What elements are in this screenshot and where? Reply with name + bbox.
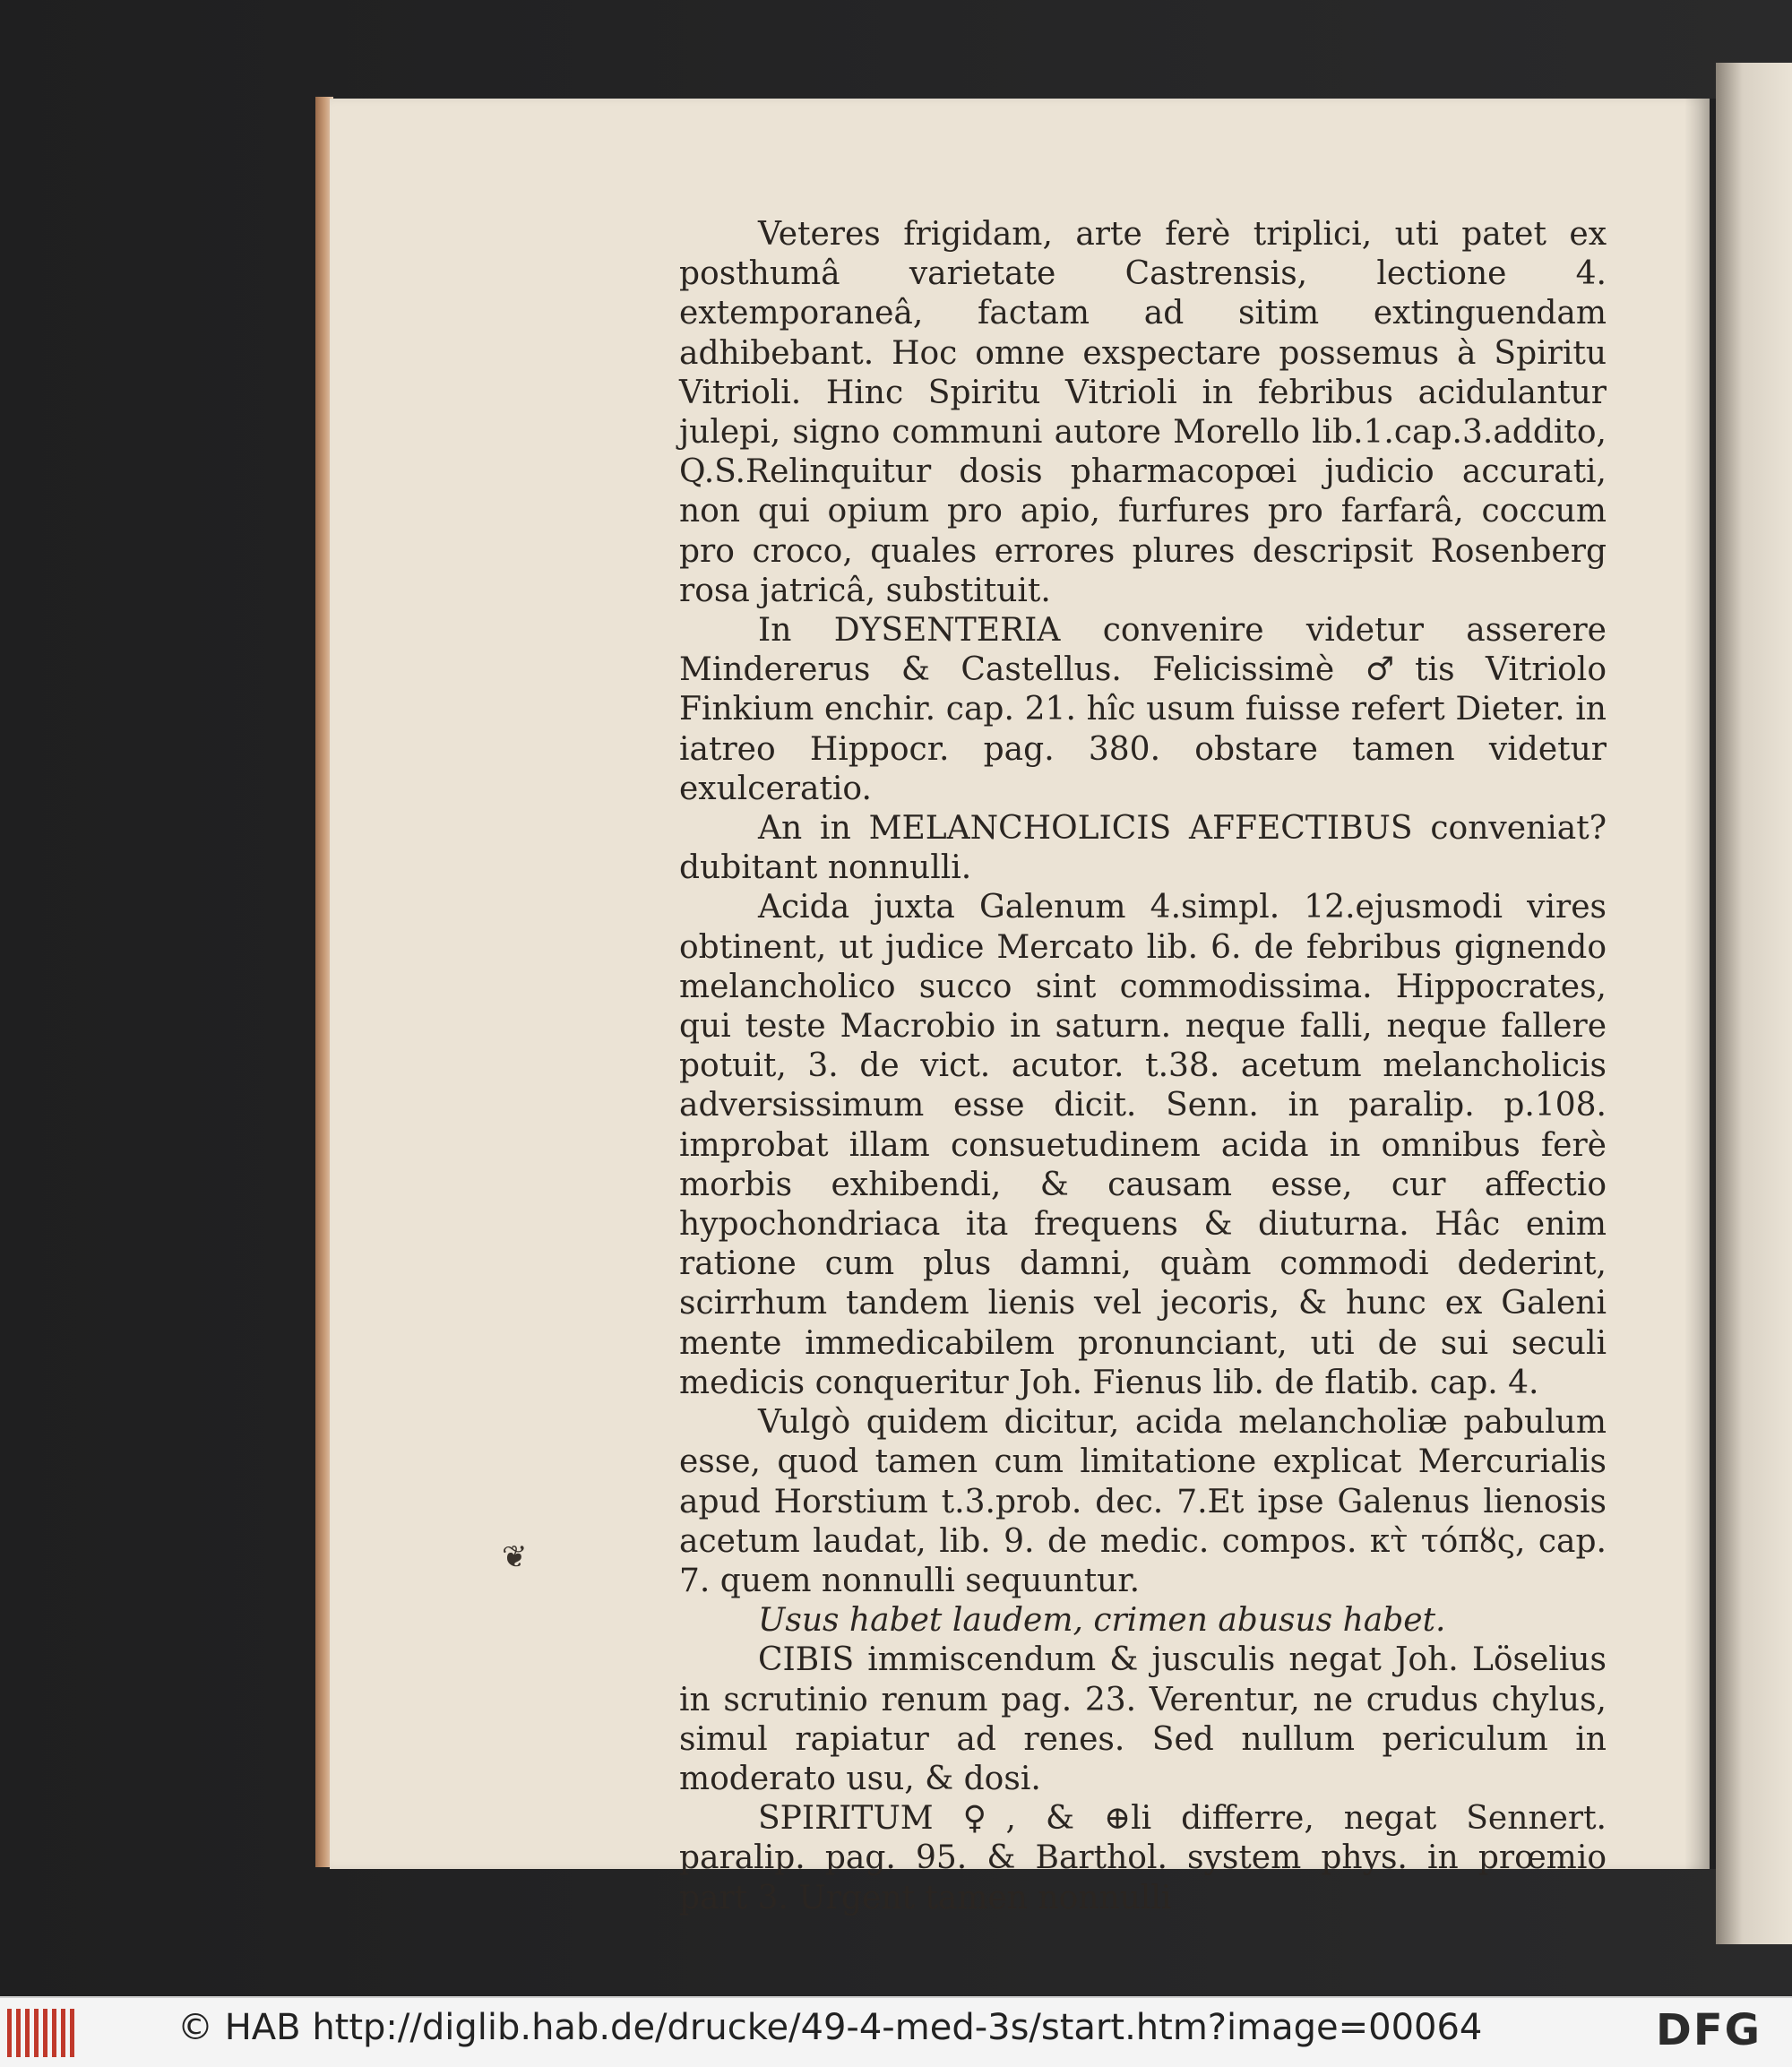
gutter-shadow (1684, 99, 1716, 1869)
page-text-block (679, 215, 1607, 1918)
paragraph: SPIRITUM ♀, & ⊕li differre, negat Sennert. paralip. pag. 95. & Barthol. system phys. in prœmio part 3. Urgent tamen nonnulli (679, 1800, 1607, 1916)
dfg-logo: DFG (1656, 2005, 1762, 2055)
verse-line: Usus habet laudem, crimen abusus habet. (758, 1602, 1446, 1640)
facing-page-edge (1716, 63, 1792, 1944)
paragraph: CIBIS immiscendum & jusculis negat Joh. Löselius in scrutinio renum pag. 23. Verentur, ne crudus chylus, simul rapiatur ad renes. Sed nullum periculum in moderato usu, & dosi. (679, 1641, 1607, 1797)
paragraph: Vulgò quidem dicitur, acida melancholiæ pabulum esse, quod tamen cum limitatione explicat Mercurialis apud Horstium t.3.prob. dec. 7.Et ipse Galenus lienosis acetum laudat, lib. 9. de medic. compos. κτ̀ τόπȣς, cap. 7. quem nonnulli sequuntur. (679, 1404, 1607, 1599)
footer-bar (0, 1996, 1792, 2067)
footer-copyright-link[interactable]: © HAB http://diglib.hab.de/drucke/49-4-med-3s/start.htm?image=00064 (177, 2007, 1483, 2048)
paragraph: Veteres frigidam, arte ferè triplici, uti patet ex posthumâ varietate Castrensis, lectione 4. extemporaneâ, factam ad sitim extinguendam adhibebant. Hoc omne exspectare possemus à Spiritu Vitrioli. Hinc Spiritu Vitrioli in febribus acidulantur julepi, signo communi autore Morello lib.1.cap.3.addito, Q.S.Relinquitur dosis pharmacopœi judicio accurati, non qui opium pro apio, furfures pro farfarâ, coccum pro croco, quales errores plures descripsit Rosenberg rosa jatricâ, substituit. (679, 216, 1607, 609)
paragraph: Acida juxta Galenum 4.simpl. 12.ejusmodi vires obtinent, ut judice Mercato lib. 6. de febribus gignendo melancholico succo sint commodissima. Hippocrates, qui teste Macrobio in saturn. neque falli, neque fallere potuit, 3. de vict. acutor. t.38. acetum melancholicis adversissimum esse dicit. Senn. in paralip. p.108. improbat illam consuetudinem acida in omnibus ferè morbis exhibendi, & causam esse, cur affectio hypochondriaca ita frequens & diuturna. Hâc enim ratione cum plus damni, quàm commodi dederint, scirrhum tandem lienis vel jecoris, & hunc ex Galeni mente immedicabilem pronunciant, uti de sui seculi medicis conqueritur Joh. Fienus lib. de flatib. cap. 4. (679, 889, 1607, 1401)
paragraph: An in MELANCHOLICIS AFFECTIBUS conveniat? dubitant nonnulli. (679, 810, 1607, 887)
printer-ornament-icon: ❦ (502, 1539, 528, 1575)
paragraph: In DYSENTERIA convenire videtur asserere Mindererus & Castellus. Felicissimè ♂tis Vitriolo Finkium enchir. cap. 21. hîc usum fuisse refert Dieter. in iatreo Hippocr. pag. 380. obstare tamen videtur exulceratio. (679, 612, 1607, 807)
hab-barcode-logo-icon (7, 2009, 77, 2057)
